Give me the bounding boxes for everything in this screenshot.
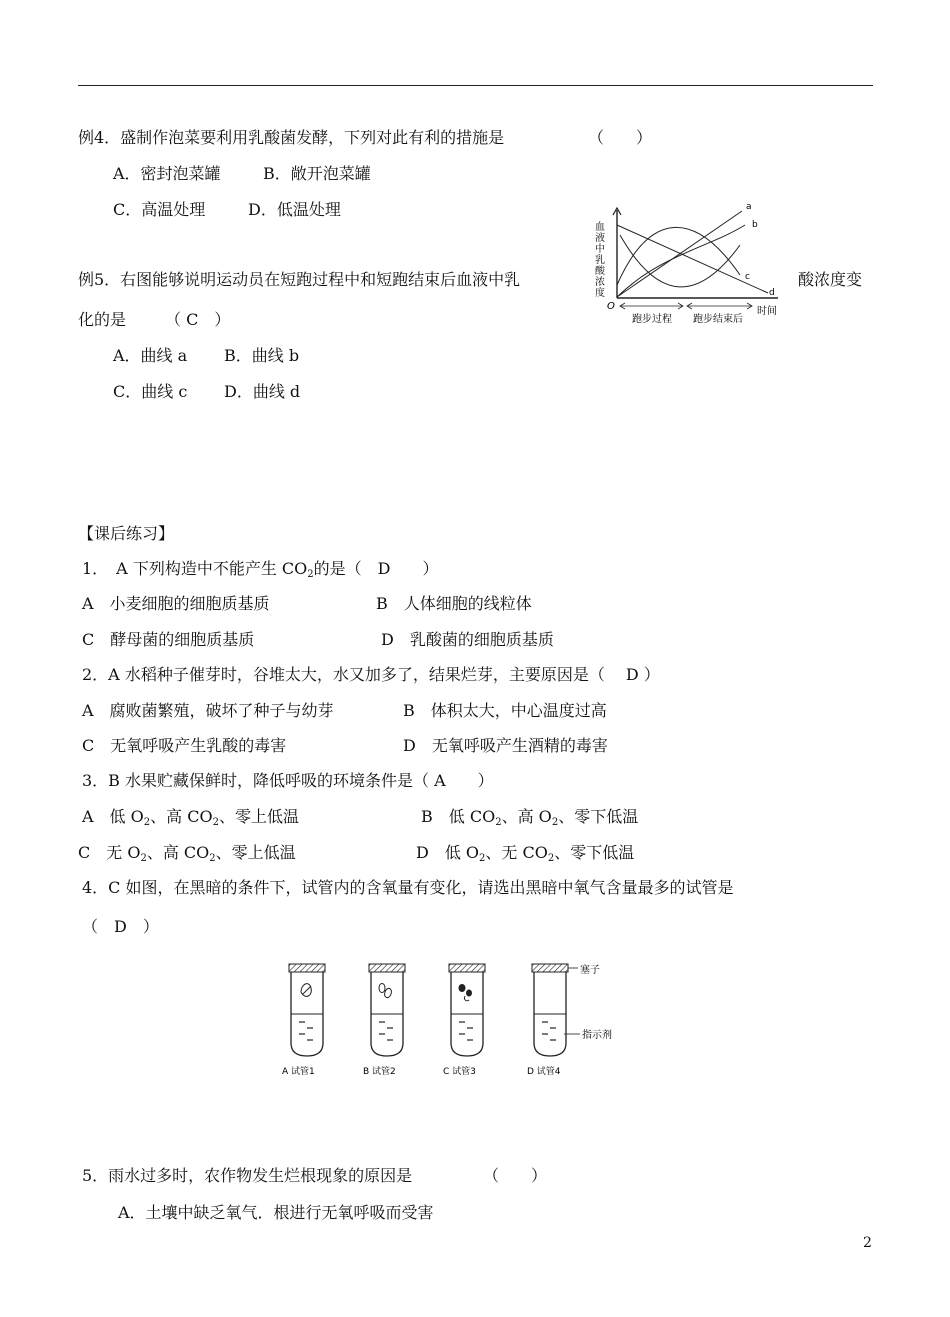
q3-option-c: C 无 $O_2$、高 $CO_2$、零上低温 [78,843,296,864]
ex5-option-d: D．曲线 d [224,382,301,401]
ex4-question: 例4．盛制作泡菜要利用乳酸菌发酵，下列对此有利的措施是 [78,128,505,147]
curve-origin: O [607,301,615,312]
tube-3-label: C 试管3 [443,1067,476,1077]
q3-option-a: A 低 $O_2$、高 $CO_2$、零上低温 [82,807,299,828]
tube-4-stopper [532,964,568,972]
curve-d [617,225,768,293]
test-tubes-figure [270,958,640,1098]
seedling-icon [379,984,391,998]
ex5-answer: （ C ） [165,310,231,329]
q2-option-a: A 腐败菌繁殖，破坏了种子与幼芽 [82,701,334,720]
tube-1 [289,964,325,1056]
tube-3-stopper [449,964,485,972]
q1-option-a: A 小麦细胞的细胞质基质 [82,594,270,613]
tube-1-label: A 试管1 [282,1067,315,1077]
ex4-option-a: A．密封泡菜罐 [113,164,221,183]
ex5-option-a: A．曲线 a [113,346,188,365]
curve-segment1-label: 跑步过程 [632,314,672,325]
tube-2-label: B 试管2 [363,1067,396,1077]
ex4-option-c: C．高温处理 [113,200,206,219]
ex4-answer-paren: （ ） [588,128,653,147]
curve-label-d: d [769,288,775,298]
tube-4 [532,964,580,1056]
q1-option-b: B 人体细胞的线粒体 [376,594,532,613]
page-number: 2 [863,1235,872,1251]
q4-answer: （ D ） [82,917,159,936]
q3-option-b: B 低 $CO_2$、高 $O_2$、零下低温 [421,807,639,828]
ex5-question-line2: 化的是 [78,310,127,329]
tube-4-label: D 试管4 [527,1067,561,1077]
indicator-label: 指示剂 [582,1030,612,1041]
q1-option-c: C 酵母菌的细胞质基质 [82,630,255,649]
ex5-option-b: B．曲线 b [224,346,300,365]
practice-heading: 【课后练习】 [78,524,175,543]
ex5-question-part2: 酸浓度变 [798,270,863,289]
curve-label-c: c [745,272,750,282]
tube-2 [369,964,405,1056]
header-rule [78,85,873,86]
ex4-option-d: D．低温处理 [248,200,341,219]
tube-1-stopper [289,964,325,972]
ex4-option-b: B．敞开泡菜罐 [263,164,371,183]
lactic-acid-curve-figure [590,195,790,330]
q5-answer-paren: （ ） [483,1166,548,1185]
q2-option-d: D 无氧呼吸产生酒精的毒害 [403,736,608,755]
q1-option-d: D 乳酸菌的细胞质基质 [381,630,554,649]
curve-ylabel: 血液中乳酸浓度 [592,221,604,298]
ex5-question-part1: 例5．右图能够说明运动员在短跑过程中和短跑结束后血液中乳 [78,270,521,289]
tube-3 [449,964,485,1056]
curve-b [617,225,745,297]
q3-stem: 3．B 水果贮藏保鲜时，降低呼吸的环境条件是（ A ） [82,771,494,790]
stopper-label: 塞子 [580,965,600,976]
q4-stem: 4．C 如图，在黑暗的条件下，试管内的含氧量有变化，请选出黑暗中氧气含量最多的试管是 [82,878,734,897]
q3-option-d: D 低 $O_2$、无 $CO_2$、零下低温 [416,843,635,864]
q5-option-a: A．土壤中缺乏氧气．根进行无氧呼吸而受害 [118,1203,434,1222]
q1-stem: 1． A 下列构造中不能产生 $CO_2$的是（ D ） [82,559,439,580]
curve-label-a: a [746,202,752,212]
curve-segment2-label: 跑步结束后 [693,314,743,325]
q2-option-b: B 体积太大，中心温度过高 [403,701,607,720]
seed-icon [459,984,466,992]
leaf-icon [301,984,311,997]
curve-xlabel: 时间 [757,306,777,317]
q2-option-c: C 无氧呼吸产生乳酸的毒害 [82,736,287,755]
q5-stem: 5．雨水过多时，农作物发生烂根现象的原因是 [82,1166,413,1185]
curve-label-b: b [752,220,758,230]
tube-2-stopper [369,964,405,972]
ex5-option-c: C．曲线 c [113,382,188,401]
q2-stem: 2．A 水稻种子催芽时，谷堆太大，水又加多了，结果烂芽，主要原因是（ D ） [82,665,660,684]
